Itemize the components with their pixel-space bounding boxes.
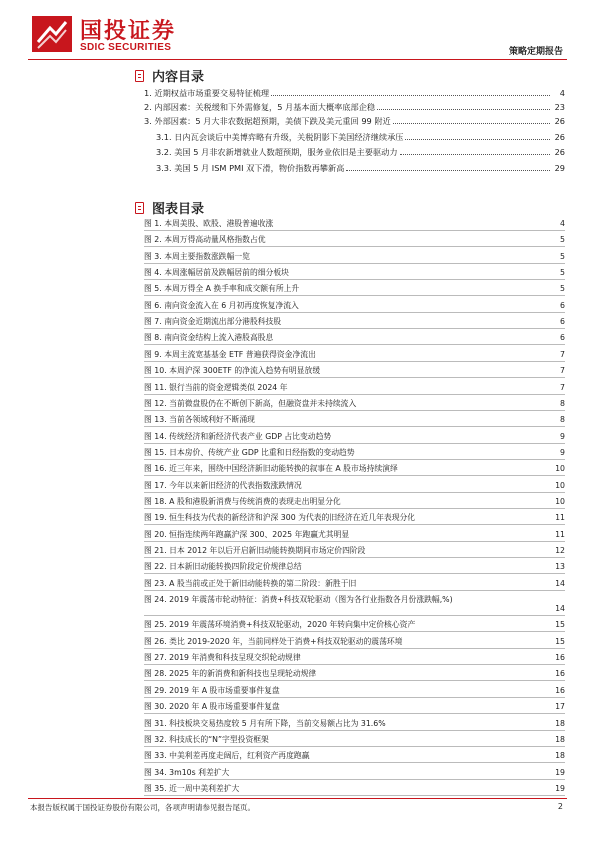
leader-dots: [271, 95, 550, 96]
toc-entry[interactable]: [144, 101, 565, 113]
figure-entry-page: 5: [560, 235, 565, 245]
figures-title: 图表目录: [152, 202, 205, 217]
figure-entry[interactable]: [144, 636, 565, 649]
figure-entry-page: 6: [560, 300, 565, 310]
figure-entry[interactable]: [144, 431, 565, 444]
figure-entry-label: 图 22. 日本新旧动能转换四阶段定价规律总结: [144, 562, 302, 572]
figure-entry-label: 图 23. A 股当前或正处于新旧动能转换的第二阶段：新胜于旧: [144, 578, 357, 588]
figure-entry-label: 图 8. 南向资金结构上流入港股高股息: [144, 333, 274, 343]
footer-disclaimer: 本报告版权属于国投证券股份有限公司，各项声明请参见报告尾页。: [30, 803, 255, 812]
figure-entry-page: 18: [555, 751, 565, 761]
company-logo: [30, 12, 200, 56]
figure-entry-label: 图 2. 本周万得高动量风格指数占优: [144, 235, 266, 245]
figure-entry-label: 图 10. 本周沪深 300ETF 的净流入趋势有明显放缓: [144, 366, 321, 376]
toc-entry-label: 1. 近期权益市场重要交易特征梳理: [144, 88, 270, 98]
figure-entry[interactable]: [144, 365, 565, 378]
toc-entry-label: 3.1. 日内瓦会谈后中美博弈略有升级，关税阴影下美国经济继续承压: [156, 132, 404, 142]
figure-entry[interactable]: [144, 701, 565, 714]
report-type: 策略定期报告: [508, 47, 563, 57]
figure-entry-page: 12: [555, 546, 565, 555]
figure-entry-page: 11: [555, 513, 565, 523]
figure-entry-label: 图 29. 2019 年 A 股市场重要事件复盘: [144, 685, 280, 695]
figure-entry[interactable]: [144, 619, 565, 632]
figure-entry-page: 10: [555, 496, 565, 506]
figure-entry-label: 图 30. 2020 年 A 股市场重要事件复盘: [144, 702, 280, 712]
figure-entry[interactable]: [144, 414, 565, 427]
figure-entry-page: 10: [555, 464, 565, 474]
logo-text-cn: 国投证券: [80, 19, 177, 44]
figure-entry[interactable]: [144, 512, 565, 525]
figure-entry-label: 图 21. 日本 2012 年以后开启新旧动能转换期间市场定价四阶段: [144, 546, 366, 555]
figure-entry-label: 图 35. 近一周中美利差扩大: [144, 783, 240, 793]
figure-entry-label: 图 24. 2019 年震荡市轮动特征：消费+科技双轮驱动（图为各行业指数各月份涨跌幅,%): [144, 595, 453, 605]
toc-heading: [135, 66, 204, 85]
figure-entry[interactable]: [144, 349, 565, 362]
figure-entry-page: 7: [560, 382, 565, 392]
figure-entry-page: 16: [555, 653, 565, 663]
figure-entry[interactable]: [144, 750, 565, 763]
figure-entry[interactable]: [144, 718, 565, 731]
toc-entry-page: 26: [554, 132, 565, 142]
figure-entry-label: 图 20. 恒指连续两年跑赢沪深 300、2025 年跑赢尤其明显: [144, 529, 350, 539]
toc-entry-label: 3. 外部因素：5 月大非农数据超预期，美债下跌及美元重回 99 附近: [144, 116, 391, 126]
figure-entry-page: 7: [560, 366, 565, 376]
figure-entry-label: 图 3. 本周主要指数涨跌幅一览: [144, 251, 250, 261]
toc-entry[interactable]: [156, 162, 565, 174]
toc-entry-label: 2. 内部因素：关税缓和下外需修复，5 月基本面大概率底部企稳: [144, 102, 376, 112]
leader-dots: [405, 139, 550, 140]
figure-entry-label: 图 33. 中美利差再度走阔后，红利资产再度跑赢: [144, 751, 310, 761]
toc-entry[interactable]: [144, 87, 565, 99]
figure-entry[interactable]: [144, 283, 565, 296]
logo-text-en: SDIC SECURITIES: [80, 42, 172, 53]
figure-entry-label: 图 27. 2019 年消费和科技呈现交织轮动规律: [144, 653, 301, 663]
figure-entry-label: 图 32. 科技成长的“N”字型投资框架: [144, 734, 269, 744]
toc-entry-page: 26: [554, 147, 565, 157]
figure-entry[interactable]: [144, 218, 565, 231]
figure-entry[interactable]: [144, 300, 565, 313]
figure-entry-page: 17: [555, 702, 565, 712]
figure-entry-page: 5: [560, 251, 565, 261]
leader-dots: [377, 109, 550, 110]
logo-mark-icon: [30, 12, 74, 56]
figure-entry-page: 8: [560, 398, 565, 408]
figure-entry-label: 图 17. 今年以来新旧经济的代表指数涨跌情况: [144, 480, 302, 490]
figure-entry[interactable]: [144, 594, 565, 616]
figure-entry[interactable]: [144, 480, 565, 493]
figure-entry-label: 图 5. 本周万得全 A 换手率和成交额有所上升: [144, 284, 300, 294]
figure-entry[interactable]: [144, 652, 565, 665]
figure-entry-label: 图 16. 近三年来，围绕中国经济新旧动能转换的叙事在 A 股市场持续演绎: [144, 464, 398, 474]
toc-entry-page: 4: [559, 88, 565, 98]
figure-entry-page: 4: [560, 219, 565, 228]
figure-entry-page: 18: [555, 734, 565, 744]
figure-entry[interactable]: [144, 734, 565, 747]
figure-entry[interactable]: [144, 668, 565, 681]
figure-entry-label: 图 1. 本周美股、欧股、港股普遍收涨: [144, 219, 274, 228]
figure-entry-label: 图 31. 科技板块交易热度较 5 月有所下降，当前交易额占比为 31.6%: [144, 718, 386, 728]
toc-title: 内容目录: [152, 70, 205, 85]
figure-entry-label: 图 7. 南向资金近期流出部分港股科技股: [144, 317, 282, 327]
figure-entry-page: 11: [555, 529, 565, 539]
figure-entry-label: 图 4. 本周涨幅居前及跌幅居前的细分板块: [144, 268, 289, 278]
figure-entry[interactable]: [144, 496, 565, 509]
figure-entry-page: 14: [555, 578, 565, 588]
toc-entry-label: 3.3. 美国 5 月 ISM PMI 双下滑，物价指数再攀新高: [156, 163, 345, 173]
toc-entry-label: 3.2. 美国 5 月非农新增就业人数超预期，服务业依旧是主要驱动力: [156, 147, 398, 157]
leader-dots: [400, 154, 550, 155]
figure-entry-label: 图 13. 当前各领域利好不断涌现: [144, 415, 255, 425]
figures-heading: [135, 198, 204, 217]
leader-dots: [346, 170, 550, 171]
figure-entry-page: 13: [555, 562, 565, 572]
figure-entry-page: 9: [560, 431, 565, 441]
figure-entry-page: 9: [560, 447, 565, 457]
figure-entry[interactable]: [144, 783, 565, 796]
figure-entry[interactable]: [144, 234, 565, 247]
figure-entry-label: 图 15. 日本房价、传统产业 GDP 比重和日经指数的变动趋势: [144, 447, 355, 457]
figure-entry-label: 图 6. 南向资金流入在 6 月初再度恢复净流入: [144, 300, 299, 310]
figure-entry[interactable]: [144, 529, 565, 542]
toc-entry-page: 26: [554, 116, 565, 126]
toc-entry[interactable]: [144, 115, 565, 127]
figure-entry[interactable]: [144, 685, 565, 698]
figure-entry-label: 图 28. 2025 年的新消费和新科技也呈现轮动规律: [144, 669, 317, 679]
figure-entry-page: 19: [555, 783, 565, 793]
document-icon: [135, 202, 144, 214]
figure-entry-label: 图 9. 本周主流宽基基金 ETF 普遍获得资金净流出: [144, 349, 316, 359]
figure-entry-label: 图 34. 3m10s 利差扩大: [144, 767, 230, 777]
figure-entry[interactable]: [144, 398, 565, 411]
figure-entry-label: 图 18. A 股和港股新消费与传统消费的表现走出明显分化: [144, 496, 341, 506]
page-number: 2: [557, 802, 563, 811]
figure-entry-label: 图 26. 类比 2019-2020 年，当前同样处于消费+科技双轮驱动的震荡环境: [144, 636, 403, 646]
toc-entry-page: 23: [554, 102, 565, 112]
document-icon: [135, 70, 144, 82]
figure-entry-page: 5: [560, 268, 565, 278]
figure-entry-label: 图 12. 当前微盘股仍在不断创下新高，但融资盘并未持续流入: [144, 398, 357, 408]
toc-entry[interactable]: [156, 146, 565, 158]
figure-entry-page: 5: [560, 284, 565, 294]
figure-entry-label: 图 25. 2019 年震荡环境消费+科技双轮驱动，2020 年转向集中定价核心资产: [144, 620, 416, 630]
figure-entry-label: 图 14. 传统经济和新经济代表产业 GDP 占比变动趋势: [144, 431, 332, 441]
figure-entry[interactable]: [144, 561, 565, 574]
header-divider: [28, 59, 567, 60]
toc-entry[interactable]: [156, 131, 565, 143]
figure-entry-page: 6: [560, 317, 565, 327]
figure-entry-page: 10: [555, 480, 565, 490]
figure-entry-page: 8: [560, 415, 565, 425]
footer-divider: [28, 798, 567, 799]
figure-entry-page: 15: [555, 636, 565, 646]
figure-entry[interactable]: [144, 267, 565, 280]
figure-entry[interactable]: [144, 447, 565, 460]
figure-entry[interactable]: [144, 316, 565, 329]
figure-entry-page: 19: [555, 767, 565, 777]
figure-entry-page: 7: [560, 349, 565, 359]
figure-entry-page: 16: [555, 669, 565, 679]
figure-entry-page: 14: [555, 604, 565, 614]
figure-entry[interactable]: [144, 463, 565, 476]
figure-entry-page: 16: [555, 685, 565, 695]
figure-entry-label: 图 11. 银行当前的资金逻辑类似 2024 年: [144, 382, 288, 392]
figure-entry[interactable]: [144, 332, 565, 345]
figure-entry-page: 18: [555, 718, 565, 728]
leader-dots: [393, 123, 550, 124]
figure-entry[interactable]: [144, 545, 565, 558]
figure-entry[interactable]: [144, 251, 565, 264]
toc-entry-page: 29: [554, 163, 565, 173]
figure-entry-page: 6: [560, 333, 565, 343]
figure-entry[interactable]: [144, 767, 565, 780]
figure-entry[interactable]: [144, 578, 565, 591]
figure-entry[interactable]: [144, 382, 565, 395]
figure-entry-label: 图 19. 恒生科技为代表的新经济和沪深 300 为代表的旧经济在近几年表现分化: [144, 513, 416, 523]
figure-entry-page: 15: [555, 620, 565, 630]
